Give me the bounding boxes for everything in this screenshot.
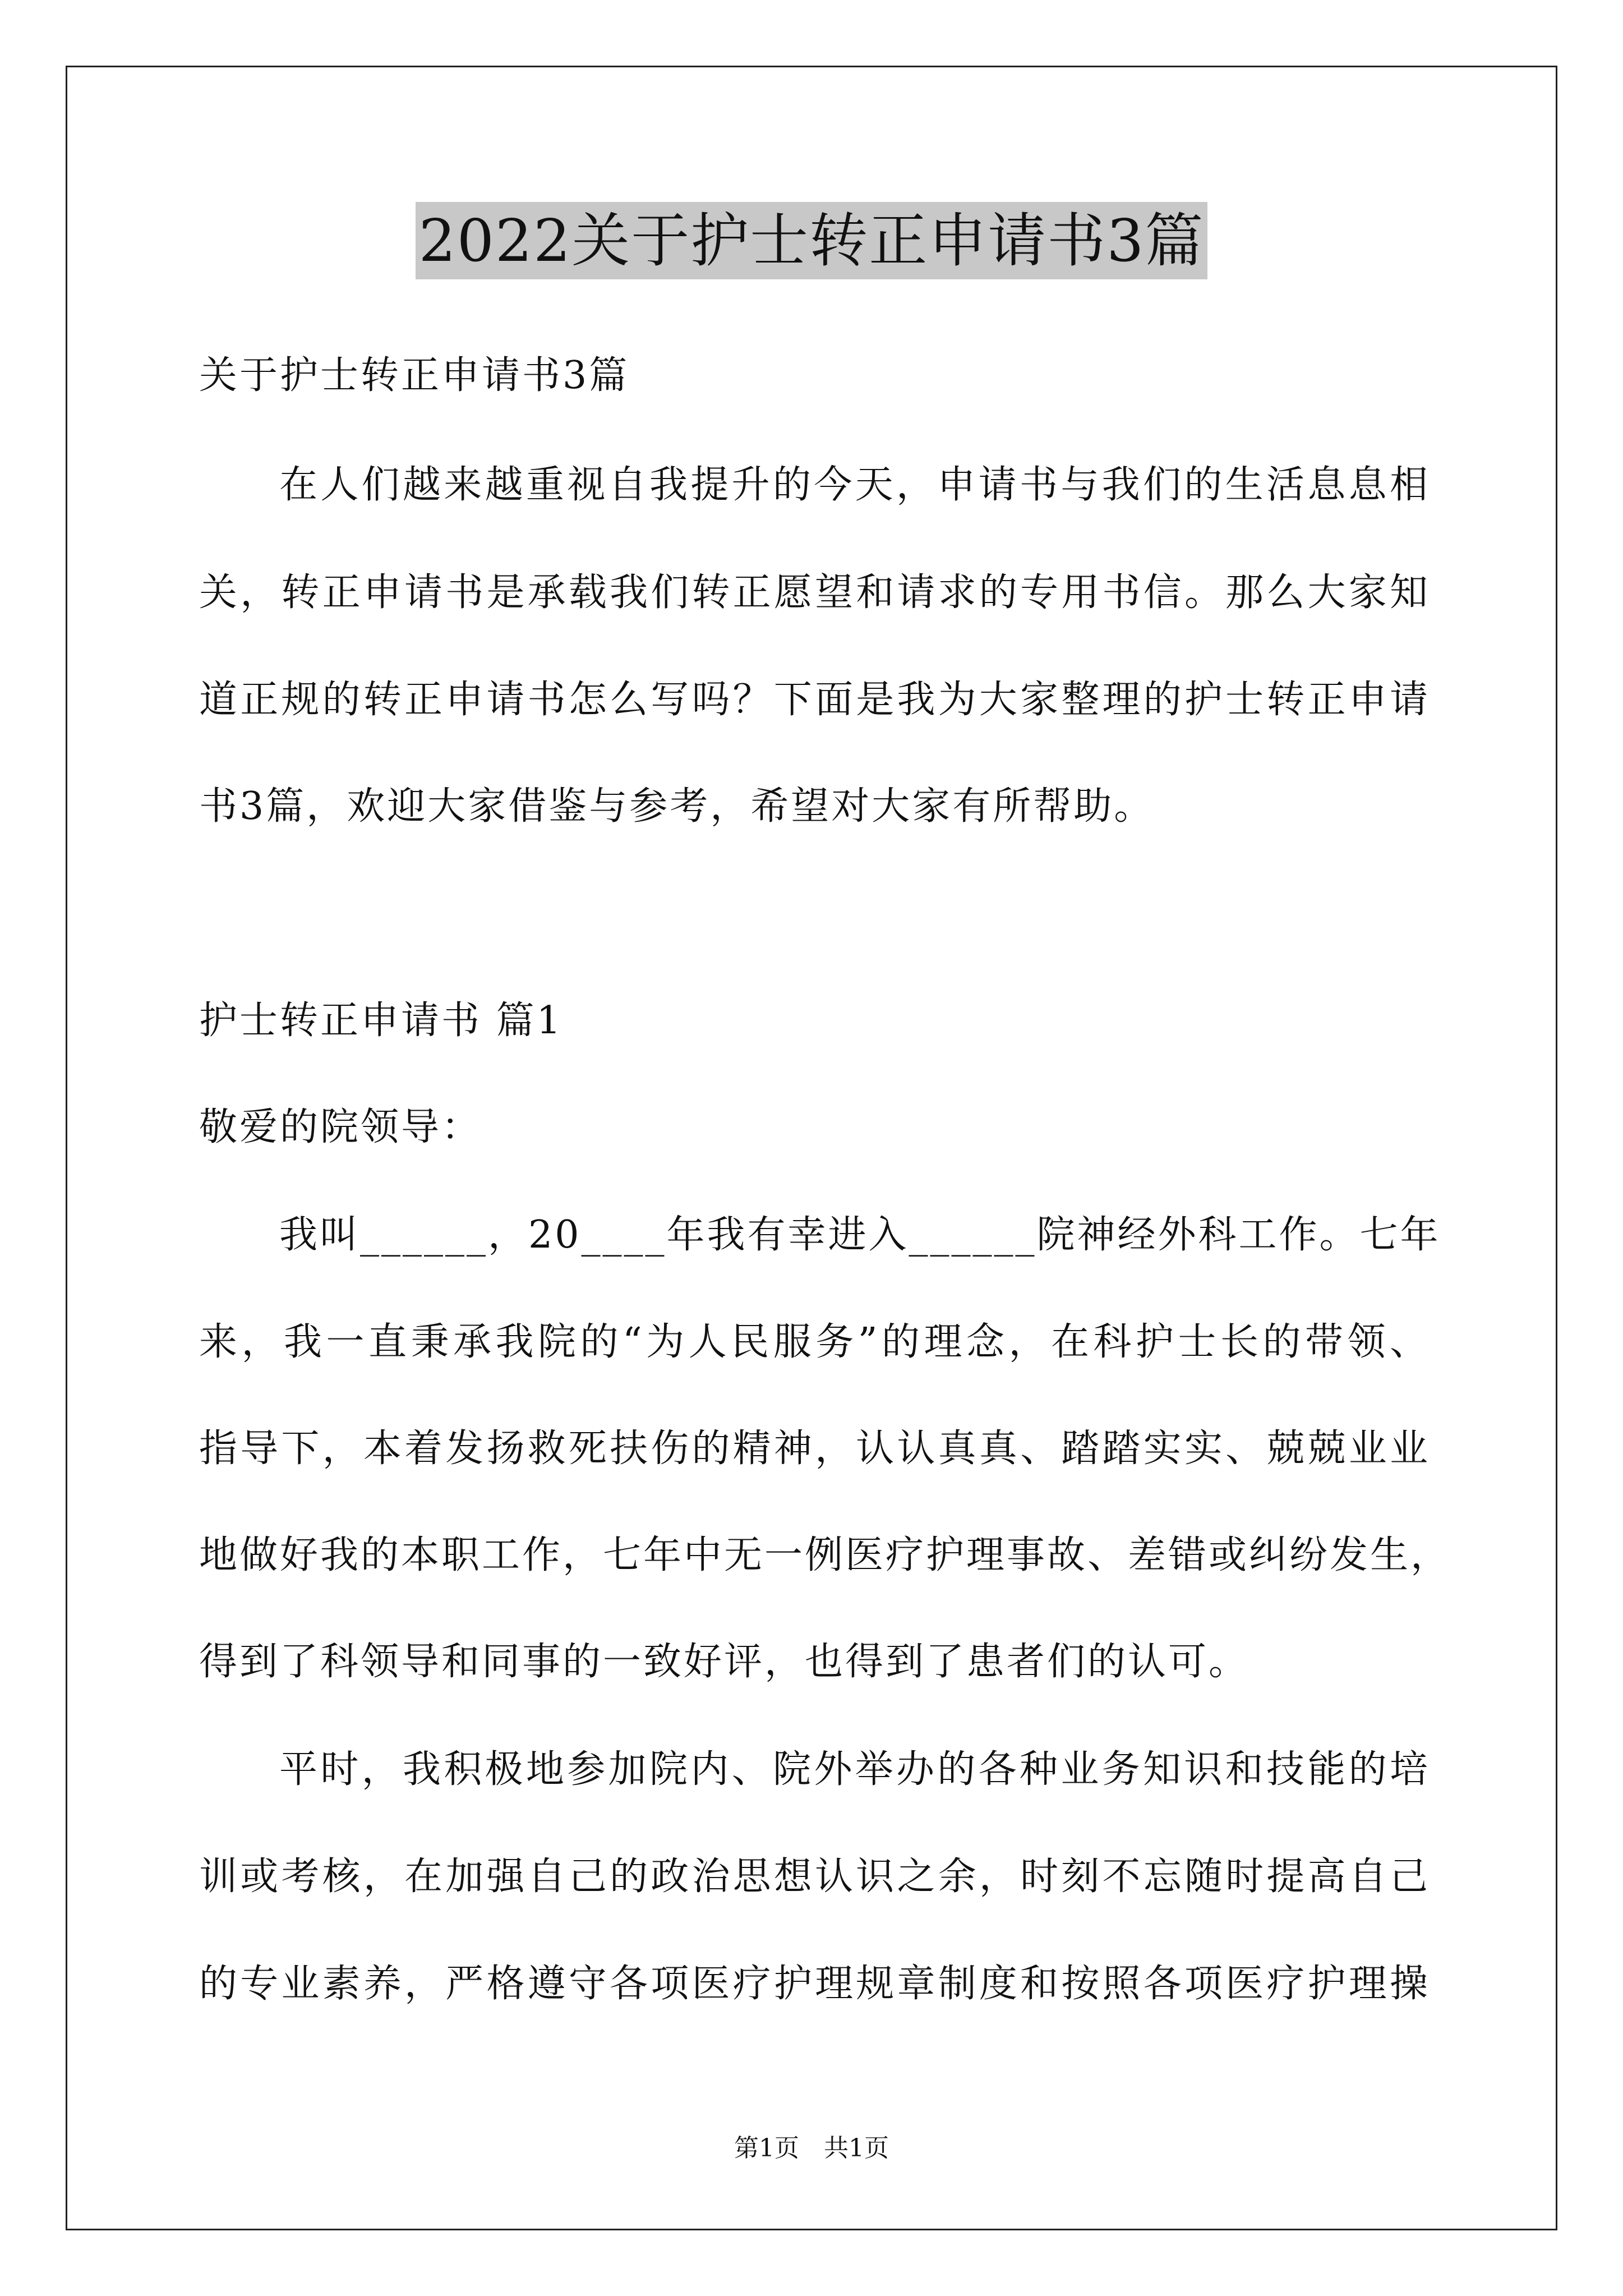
paragraph-line: 指导下，本着发扬救死扶伤的精神，认认真真、踏踏实实、兢兢业业 [199,1427,1430,1471]
intro-line: 书3篇，欢迎大家借鉴与参考，希望对大家有所帮助。 [199,784,1155,829]
paragraph-line: 地做好我的本职工作，七年中无一例医疗护理事故、差错或纠纷发生， [199,1533,1451,1577]
paragraph-line: 训或考核，在加强自己的政治思想认识之余，时刻不忘随时提高自己 [199,1855,1430,1899]
paragraph-line: 我叫______，20____年我有幸进入______院神经外科工作。七年 [279,1213,1441,1257]
document-title: 2022关于护士转正申请书3篇 [416,202,1208,279]
paragraph-line: 得到了科领导和同事的一致好评，也得到了患者们的认可。 [199,1640,1249,1684]
page-footer: 第1页 共1页 [734,2134,889,2162]
paragraph-line: 平时，我积极地参加院内、院外举办的各种业务知识和技能的培 [279,1747,1430,1792]
intro-line: 在人们越来越重视自我提升的今天，申请书与我们的生活息息相 [279,463,1430,507]
title-block [0,202,1623,279]
paragraph-line: 来，我一直秉承我院的“为人民服务”的理念，在科护士长的带领、 [199,1320,1430,1364]
intro-line: 关，转正申请书是承载我们转正愿望和请求的专用书信。那么大家知 [199,570,1430,615]
section-heading: 护士转正申请书 篇1 [199,999,563,1043]
document-subtitle: 关于护士转正申请书3篇 [199,353,630,398]
salutation: 敬爱的院领导： [199,1105,482,1149]
paragraph-line: 的专业素养，严格遵守各项医疗护理规章制度和按照各项医疗护理操 [199,1962,1430,2006]
intro-line: 道正规的转正申请书怎么写吗？下面是我为大家整理的护士转正申请 [199,678,1430,722]
